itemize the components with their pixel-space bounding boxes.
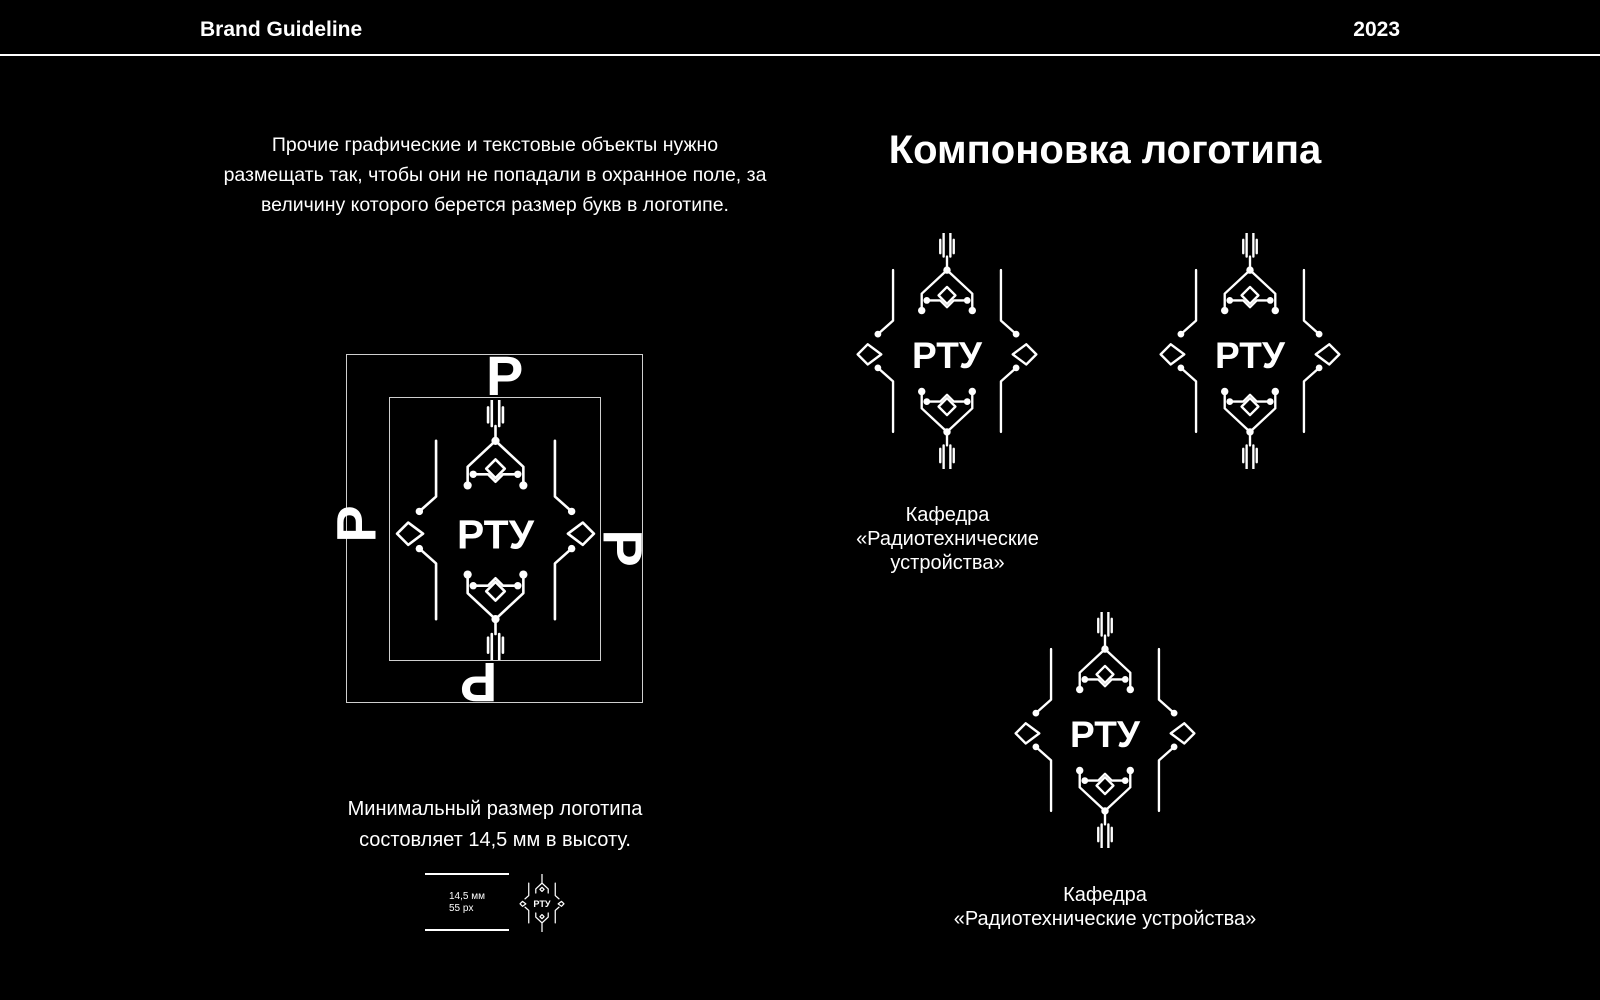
ruler-line-top [425, 873, 509, 875]
rtu-logo-variant-1 [853, 233, 1041, 469]
caption-line-1: Кафедра [905, 504, 990, 526]
logo-caption-stacked [830, 503, 1065, 575]
rtu-logo-variant-3 [1011, 612, 1199, 848]
logo-wordmark: РТУ [1215, 333, 1285, 376]
logo-wordmark: РТУ [912, 333, 982, 376]
min-height-px: 55 px [449, 903, 474, 914]
clear-space-letter-top: Р [486, 344, 524, 407]
caption-line-1: Кафедра [1063, 884, 1147, 906]
clear-space-letter-left: Р [324, 505, 388, 543]
clear-space-letter-right: Р [591, 529, 655, 567]
clear-space-letter-bottom: Р [460, 651, 498, 714]
min-size-description: Минимальный размер логотипа состовляет 14,5 мм в высоту. [347, 798, 643, 851]
ruler-line-bottom [425, 929, 509, 931]
layout-title: Компоновка логотипа [888, 128, 1322, 172]
min-height-mm: 14,5 мм [449, 891, 485, 902]
caption-line-2: «Радиотехнические устройства» [953, 908, 1257, 930]
rtu-logo-small [519, 874, 565, 932]
ruler-measure [449, 891, 485, 915]
logo-caption-wide [900, 883, 1310, 931]
logo-wordmark: РТУ [1070, 712, 1140, 755]
logo-wordmark: РТУ [456, 511, 535, 558]
rtu-logo [393, 400, 598, 660]
year-label: 2023 [1353, 18, 1400, 41]
caption-line-2: «Радиотехнические [856, 528, 1039, 550]
rtu-logo-variant-2 [1156, 233, 1344, 469]
caption-line-3: устройства» [890, 552, 1005, 574]
clear-space-description: Прочие графические и текстовые объекты нужно размещать так, чтобы они не попадали в охранное поле, за величину которого берется размер букв в логотипе. [223, 134, 767, 216]
brand-title: Brand Guideline [200, 18, 363, 41]
header-bar [0, 0, 1600, 56]
logo-wordmark: РТУ [533, 899, 551, 910]
